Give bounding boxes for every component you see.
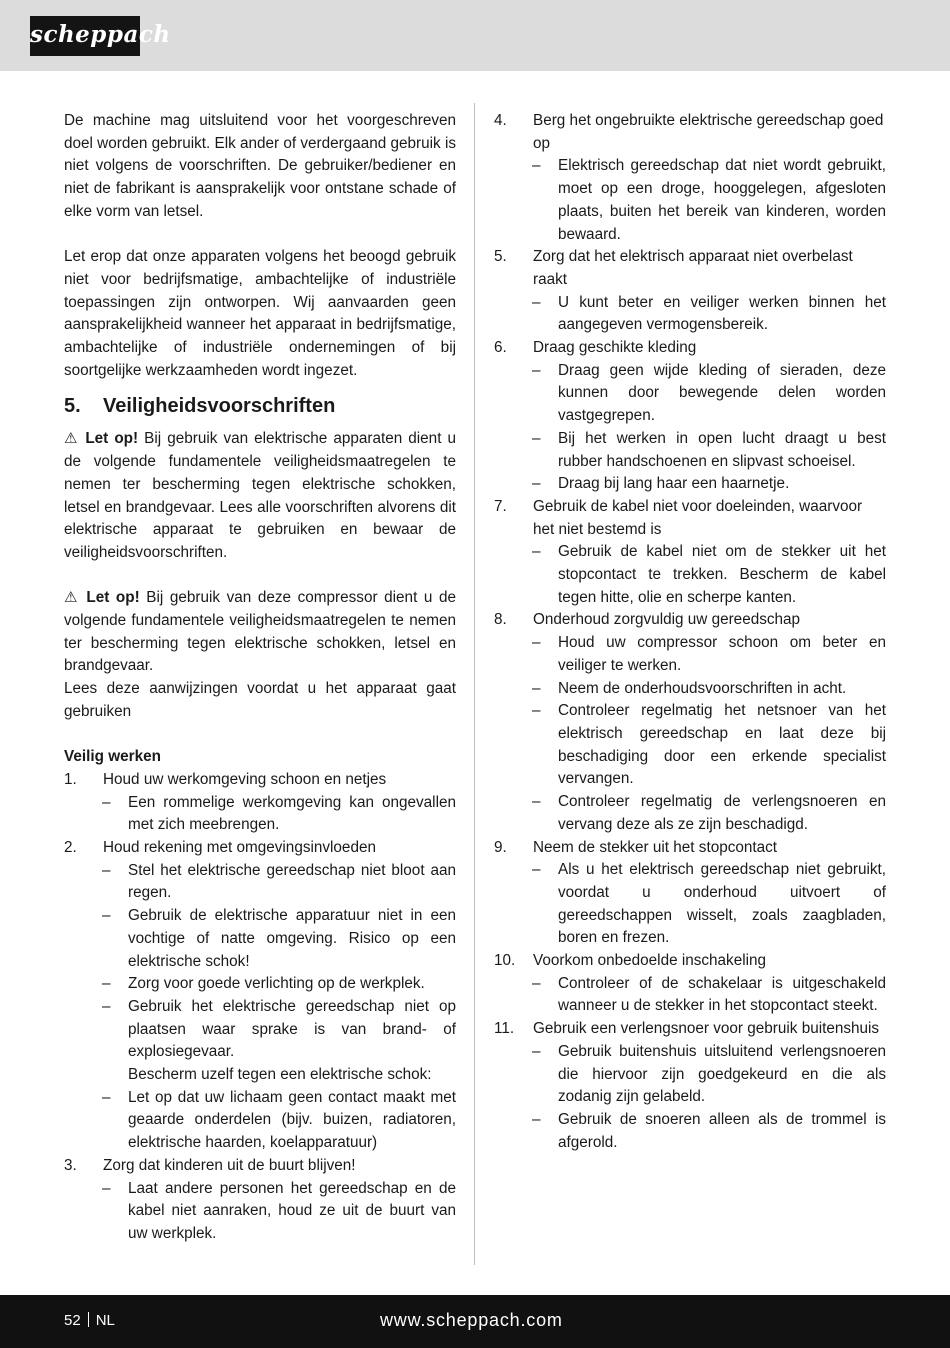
- sub-item: [494, 473, 886, 496]
- dash-bullet: –: [102, 1179, 111, 1197]
- list-item: [494, 110, 886, 155]
- item-number: 7.: [494, 497, 507, 515]
- sub-item-text: Let op dat uw lichaam geen contact maakt met geaarde onderdelen (bijv. buizen, radiatoren, elektrische haarden, koelapparatuur): [128, 1088, 456, 1152]
- sub-item-text: Houd uw compressor schoon om beter en veiliger te werken.: [558, 634, 886, 674]
- intended-use-paragraph: De machine mag uitsluitend voor het voorgeschreven doel worden gebruikt. Elk ander of verdergaand gebruik is niet volgens de voorschriften. De gebruiker/bediener en niet de fabrikant is aansprakelijk voor ontstane schade of elke vorm van letsel.: [64, 112, 457, 220]
- sub-item-text: Elektrisch gereedschap dat niet wordt gebruikt, moet op een droge, hooggelegen, afgesloten plaats, buiten het bereik van kinderen, worden bewaard.: [558, 157, 886, 243]
- dash-bullet: –: [532, 793, 541, 811]
- page-number: 52: [64, 1312, 81, 1329]
- sub-item-text: Controleer regelmatig de verlengsnoeren en vervang deze als ze zijn beschadigd.: [558, 793, 886, 833]
- list-item: [494, 246, 886, 291]
- item-text: Onderhoud zorgvuldig uw gereedschap: [533, 611, 801, 629]
- sub-item-text: Gebruik de elektrische apparatuur niet in een vochtige of natte omgeving. Risico op een elektrische schok!: [128, 907, 456, 970]
- sub-item: [64, 792, 456, 837]
- left-column: [64, 110, 456, 1246]
- sub-item-text: Draag geen wijde kleding of sieraden, deze kunnen door bewegende delen worden vastgegrepen.: [558, 361, 886, 425]
- sub-item-text: U kunt beter en veiliger werken binnen het aangegeven vermogensbereik.: [558, 293, 886, 334]
- item-text: Gebruik een verlengsnoer voor gebruik buitenshuis: [533, 1020, 880, 1038]
- dash-bullet: –: [532, 293, 541, 311]
- sub-item-text: Gebruik de snoeren alleen als de trommel is afgerold.: [558, 1110, 886, 1151]
- sub-item-text: Een rommelige werkomgeving kan ongevallen met zich meebrengen.: [128, 793, 456, 834]
- list-item: [494, 1018, 886, 1041]
- dash-bullet: –: [102, 975, 111, 993]
- item-number: 11.: [494, 1020, 515, 1038]
- dash-bullet: –: [102, 997, 111, 1015]
- sub-item-text: Als u het elektrisch gereedschap niet gebruikt, voordat u onderhoud uitvoert of gereedschappen wisselt, zoals zaagbladen, boren en frezen.: [558, 861, 886, 947]
- item-text: Houd uw werkomgeving schoon en netjes: [103, 770, 387, 788]
- dash-bullet: –: [532, 475, 541, 493]
- section-heading: [64, 392, 456, 420]
- list-item: [64, 837, 456, 860]
- item-text: Berg het ongebruikte elektrische gereedschap goed op: [533, 112, 884, 152]
- dash-bullet: –: [102, 907, 111, 925]
- sub-item: [64, 973, 456, 996]
- item-text: Neem de stekker uit het stopcontact: [533, 838, 778, 856]
- sub-item: [64, 860, 456, 905]
- brand-logo: scheppach: [30, 16, 140, 56]
- dash-bullet: –: [532, 361, 541, 379]
- sub-item-text: Controleer regelmatig het netsnoer van het elektrisch gereedschap en laat deze bij beschadiging door een erkende specialist vervangen.: [558, 702, 886, 788]
- sub-item: [494, 700, 886, 791]
- sub-item: [494, 155, 886, 246]
- warning-text: Bij gebruik van elektrische apparaten dient u de volgende fundamentele veiligheidsmaatregelen te nemen ter bescherming tegen elektrische schokken, letsel en brandgevaar. Lees alle voorschriften alvorens dit elektrische apparaat te gebruiken en bewaar de veiligheidsvoorschriften.: [64, 430, 457, 561]
- section-number: 5.: [64, 395, 81, 418]
- item-number: 6.: [494, 339, 507, 357]
- dash-bullet: –: [532, 702, 541, 720]
- warning-paragraph-1: [64, 428, 456, 564]
- item-text: Draag geschikte kleding: [533, 339, 697, 357]
- dash-bullet: –: [532, 974, 541, 992]
- sub-item: [494, 1109, 886, 1154]
- list-item: [494, 609, 886, 632]
- language-code: NL: [95, 1312, 115, 1329]
- section-title: Veiligheidsvoorschriften: [103, 395, 336, 418]
- page-info: [64, 1310, 115, 1332]
- sub-item: [64, 996, 456, 1064]
- dash-bullet: –: [532, 543, 541, 561]
- dash-bullet: –: [102, 793, 111, 811]
- dash-bullet: –: [532, 157, 541, 175]
- item-text: Zorg dat kinderen uit de buurt blijven!: [103, 1156, 356, 1174]
- sub-item: [494, 973, 886, 1018]
- instruction-text: Lees deze aanwijzingen voordat u het apparaat gaat gebruiken: [64, 680, 456, 720]
- list-item: [64, 769, 456, 792]
- right-column: [494, 110, 886, 1154]
- sub-item-text: Neem de onderhoudsvoorschriften in acht.: [558, 679, 847, 697]
- list-item: [494, 950, 886, 973]
- item-number: 9.: [494, 838, 507, 856]
- dash-bullet: –: [102, 861, 111, 879]
- safety-list-right: [494, 110, 886, 1154]
- dash-bullet: –: [532, 1042, 541, 1060]
- sub-item: [494, 632, 886, 677]
- sub-item-text: Bij het werken in open lucht draagt u best rubber handschoenen en slipvast schoeisel.: [558, 429, 886, 470]
- list-item: [494, 337, 886, 360]
- column-divider: [474, 103, 475, 1265]
- item-text: Voorkom onbedoelde inschakeling: [533, 952, 767, 970]
- item-text: Gebruik de kabel niet voor doeleinden, waarvoor het niet bestemd is: [533, 497, 863, 538]
- item-number: 1.: [64, 770, 77, 788]
- sub-item: [494, 859, 886, 950]
- dash-bullet: –: [532, 429, 541, 447]
- item-number: 2.: [64, 839, 77, 857]
- warning-label: Let op!: [85, 430, 139, 448]
- sub-item-text: Zorg voor goede verlichting op de werkplek.: [128, 975, 425, 993]
- sub-item-text: Stel het elektrische gereedschap niet bloot aan regen.: [128, 861, 456, 902]
- sub-item: [64, 905, 456, 973]
- warning-paragraph-2: [64, 587, 456, 678]
- item-text: Houd rekening met omgevingsinvloeden: [103, 839, 376, 857]
- subheading: Veilig werken: [64, 748, 161, 766]
- warning-triangle-icon: ⚠: [64, 589, 80, 607]
- sub-item: [494, 678, 886, 701]
- safety-list-left: [64, 769, 456, 1246]
- sub-item: [494, 1041, 886, 1109]
- dash-bullet: –: [532, 1110, 541, 1128]
- item-number: 10.: [494, 952, 516, 970]
- sub-item: [64, 1087, 456, 1155]
- footer-separator: [88, 1312, 89, 1327]
- sub-item-text: Laat andere personen het gereedschap en de kabel niet aanraken, houd ze uit de buurt van uw werkplek.: [128, 1179, 456, 1242]
- page-footer: [0, 1295, 950, 1348]
- dash-bullet: –: [532, 861, 541, 879]
- item-number: 8.: [494, 611, 507, 629]
- list-item: [64, 1155, 456, 1178]
- sub-item: [494, 791, 886, 836]
- sub-item-text: Draag bij lang haar een haarnetje.: [558, 475, 790, 493]
- sub-item-text: Gebruik het elektrische gereedschap niet op plaatsen waar sprake is van brand- of explosiegevaar.: [128, 997, 456, 1061]
- sub-item-text: Gebruik de kabel niet om de stekker uit het stopcontact te trekken. Bescherm de kabel tegen hitte, olie en scherpe kanten.: [558, 543, 886, 606]
- list-item: [494, 837, 886, 860]
- sub-item: [64, 1178, 456, 1246]
- liability-paragraph: Let erop dat onze apparaten volgens het beoogd gebruik niet voor bedrijfsmatige, ambachtelijke of industriële toepassingen zijn ontworpen. Wij aanvaarden geen aansprakelijkheid wanneer het apparaat in bedrijfsmatige, ambachtelijke of industriële ondernemingen of bij soortgelijke werkzaamheden wordt ingezet.: [64, 248, 456, 379]
- warning-label: Let op!: [86, 589, 140, 607]
- sub-item: [494, 292, 886, 337]
- sub-item: [494, 360, 886, 428]
- item-number: 4.: [494, 112, 507, 129]
- dash-bullet: –: [102, 1088, 111, 1106]
- list-item: [494, 496, 886, 541]
- dash-bullet: –: [532, 634, 541, 652]
- dash-bullet: –: [532, 679, 541, 697]
- sub-item-text: Controleer of de schakelaar is uitgeschakeld wanneer u de stekker in het stopcontact steekt.: [558, 974, 886, 1015]
- item-number: 5.: [494, 248, 507, 266]
- item-number: 3.: [64, 1156, 77, 1174]
- item-text: Zorg dat het elektrisch apparaat niet overbelast raakt: [533, 248, 853, 288]
- sub-item: [494, 428, 886, 473]
- sub-item-text: Gebruik buitenshuis uitsluitend verlengsnoeren die hiervoor zijn goedgekeurd en die als zodanig zijn gelabeld.: [558, 1042, 886, 1106]
- note-text: Bescherm uzelf tegen een elektrische schok:: [128, 1066, 432, 1084]
- warning-triangle-icon: ⚠: [64, 430, 80, 448]
- sub-item: [494, 541, 886, 609]
- website-link[interactable]: www.scheppach.com: [380, 1310, 563, 1330]
- page-header: [0, 0, 950, 71]
- warning-text: Bij gebruik van deze compressor dient u de volgende fundamentele veiligheidsmaatregelen te nemen ter bescherming tegen elektrische schokken, letsel en brandgevaar.: [64, 589, 457, 675]
